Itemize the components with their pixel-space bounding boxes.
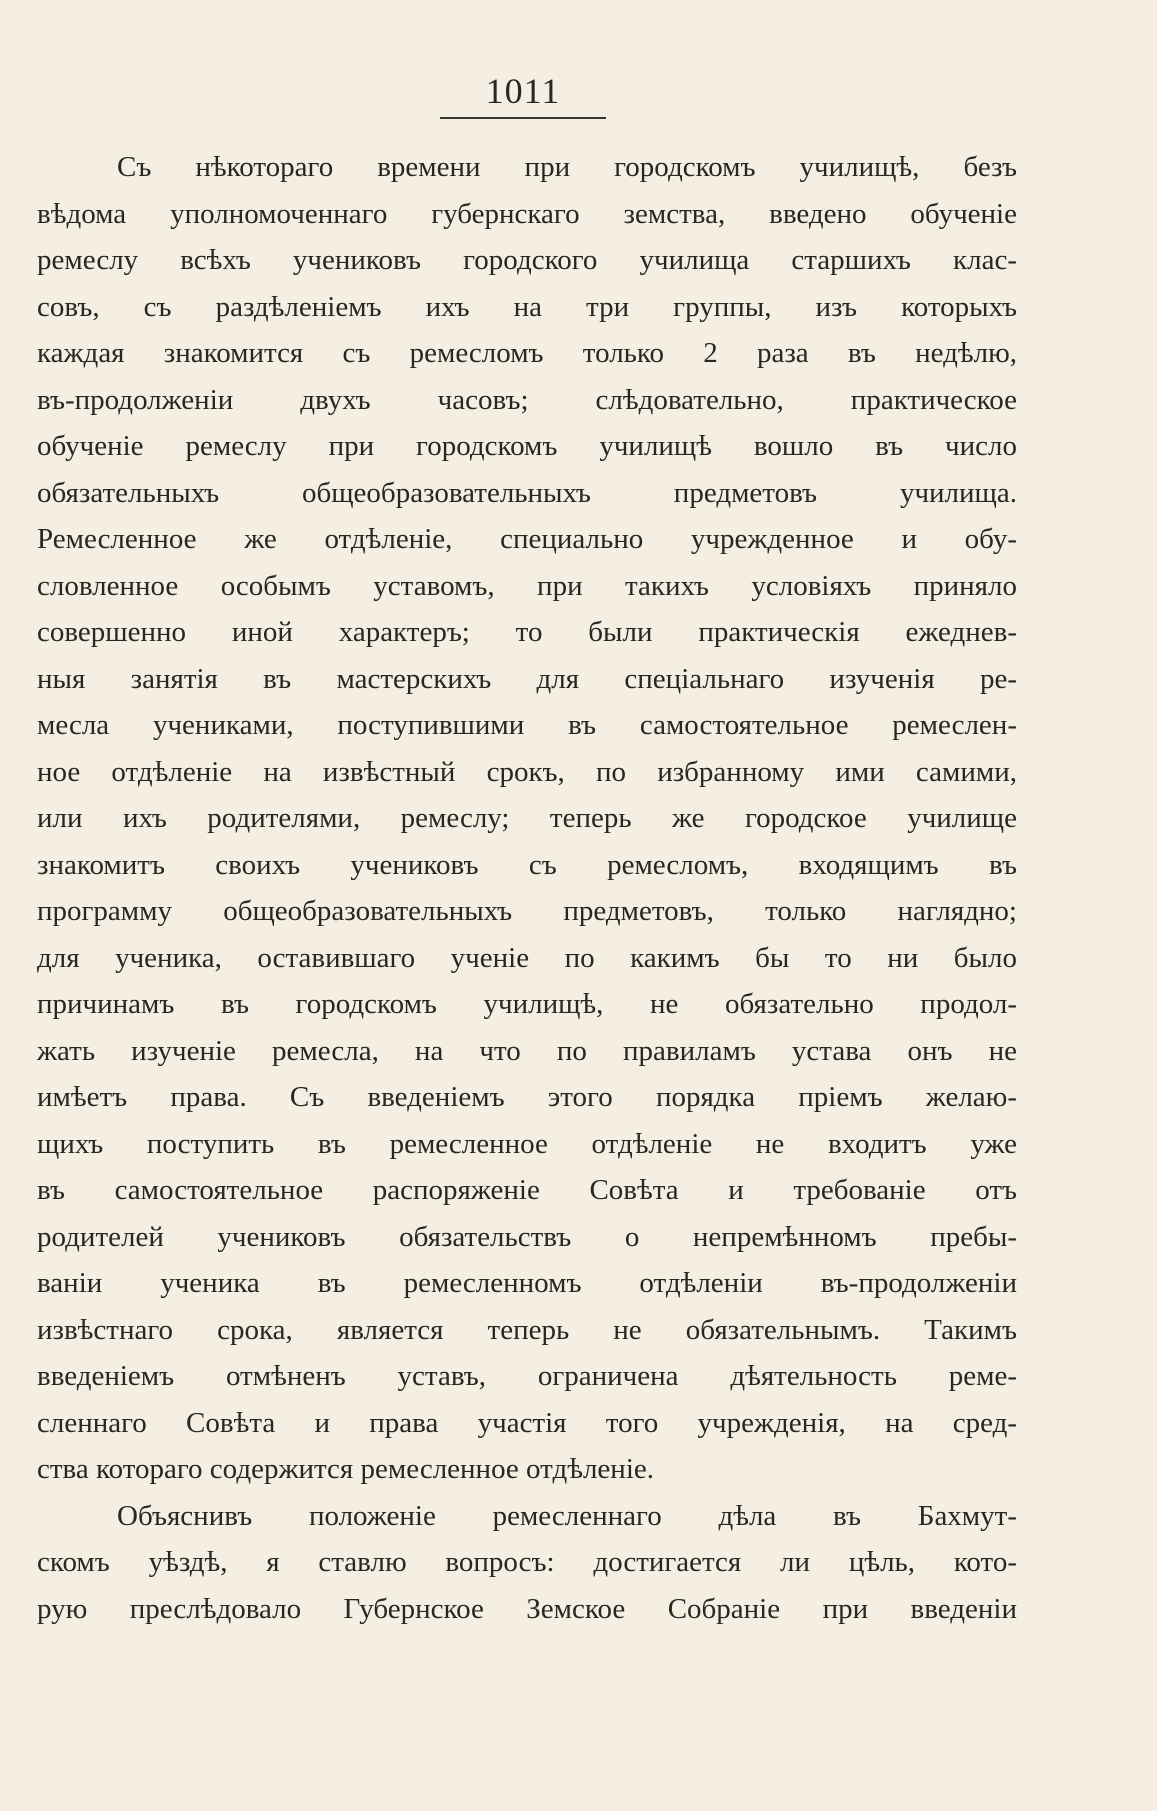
text-line: рую преслѣдовало Губернское Земское Собраніе при введеніи [37,1592,1017,1625]
text-line: родителей учениковъ обязательствъ о непремѣнномъ пребы- [37,1220,1017,1253]
text-line: или ихъ родителями, ремеслу; теперь же городское училище [37,802,1017,834]
text-line: словленное особымъ уставомъ, при такихъ условіяхъ приняло [37,569,1017,602]
text-line: совершенно иной характеръ; то были практическія ежеднев- [37,616,1017,648]
text-line: месла учениками, поступившими въ самостоятельное ремеслен- [37,709,1017,741]
text-line: программу общеобразовательныхъ предметовъ, только наглядно; [37,895,1017,927]
text-line: совъ, съ раздѣленіемъ ихъ на три группы, изъ которыхъ [37,290,1017,323]
text-line: обученіе ремеслу при городскомъ училищѣ вошло въ число [37,430,1017,462]
body-text [37,144,1017,1632]
text-line: щихъ поступить въ ремесленное отдѣленіе не входитъ уже [37,1127,1017,1160]
page-number-rule [440,117,606,119]
paragraph-1 [37,144,1017,1493]
text-line: скомъ уѣздѣ, я ставлю вопросъ: достигается ли цѣль, кото- [37,1546,1017,1578]
text-line: Объяснивъ положеніе ремесленнаго дѣла въ Бахмут- [117,1499,1017,1532]
text-line: жать изученіе ремесла, на что по правиламъ устава онъ не [37,1034,1017,1067]
text-line: сленнаго Совѣта и права участія того учрежденія, на сред- [37,1406,1017,1439]
text-line: причинамъ въ городскомъ училищѣ, не обязательно продол- [37,988,1017,1020]
text-line: Съ нѣкотораго времени при городскомъ училищѣ, безъ [117,151,1017,183]
text-line: ремеслу всѣхъ учениковъ городского училища старшихъ клас- [37,244,1017,276]
text-line: вѣдома уполномоченнаго губернскаго земства, введено обученіе [37,197,1017,230]
page-number: 1011 [485,71,561,111]
text-line: знакомитъ своихъ учениковъ съ ремесломъ, входящимъ въ [37,848,1017,881]
text-line: Ремесленное же отдѣленіе, специально учрежденное и обу- [37,523,1017,555]
text-line: извѣстнаго срока, является теперь не обязательнымъ. Такимъ [37,1313,1017,1346]
paragraph-2 [37,1493,1017,1633]
text-line: ныя занятія въ мастерскихъ для спеціальнаго изученія ре- [37,662,1017,695]
text-line: въ самостоятельное распоряженіе Совѣта и требованіе отъ [37,1174,1017,1206]
text-line: обязательныхъ общеобразовательныхъ предметовъ училища. [37,476,1017,509]
text-line: имѣетъ права. Съ введеніемъ этого порядка пріемъ желаю- [37,1081,1017,1113]
text-line: ства котораго содержится ремесленное отдѣленіе. [37,1453,655,1485]
text-line: ваніи ученика въ ремесленномъ отдѣленіи въ-продолженіи [37,1267,1017,1299]
text-line: каждая знакомится съ ремесломъ только 2 раза въ недѣлю, [37,337,1017,369]
text-line: въ-продолженіи двухъ часовъ; слѣдовательно, практическое [37,383,1017,416]
text-line: для ученика, оставившаго ученіе по какимъ бы то ни было [37,941,1017,974]
text-line: введеніемъ отмѣненъ уставъ, ограничена дѣятельность реме- [37,1360,1017,1392]
text-line: ное отдѣленіе на извѣстный срокъ, по избранному ими самими, [37,755,1017,788]
